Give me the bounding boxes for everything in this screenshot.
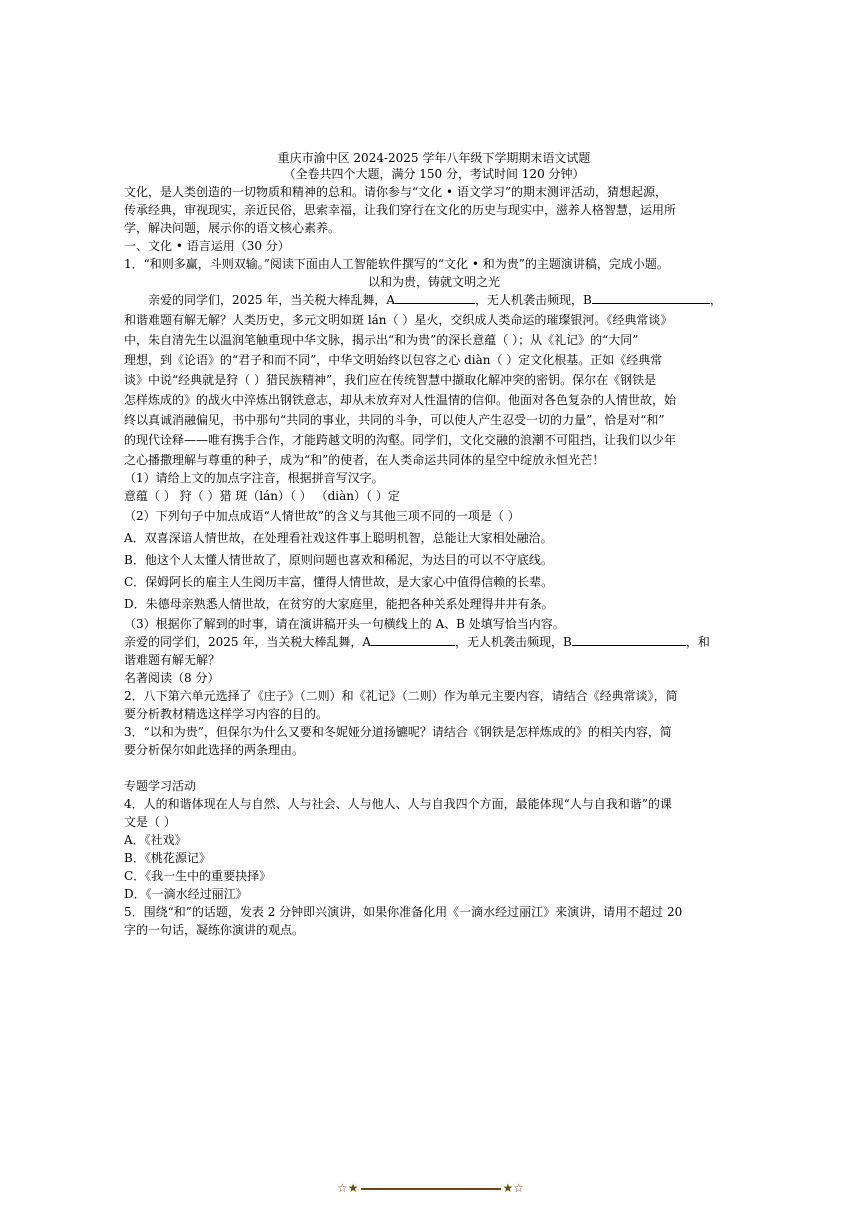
intro-line-1: 文化，是人类创造的一切物质和精神的总和。请你参与“文化 • 语文学习”的期末测评活动，猜想起源， [124,185,667,199]
question-2-line-2: 要分析教材精选这样学习内容的目的。 [124,707,329,721]
speech-line-4: 理想，到《论语》的“君子和而不同”，中华文明始终以包容之心 diàn（ ）定文化根基。正如《经典常 [124,353,663,367]
q4-option-b: B．《桃花源记》 [124,851,211,865]
blank-a[interactable] [395,292,475,304]
question-4-line-1: 4．人的和谐体现在人与自然、人与社会、人与他人、人与自我四个方面，最能体现“人与自我和谐”的课 [124,797,672,811]
speech-line-6: 怎样炼成的》的战火中淬炼出钢铁意志，却从未放弃对人性温情的信仰。他面对各色复杂的人情世故，始 [124,393,677,407]
q4-option-a: A．《社戏》 [124,833,187,847]
blank-b[interactable] [592,292,710,304]
speech-line-1-part-b: ，无人机袭击频现，B [475,293,592,307]
question-3-line-2: 要分析保尔如此选择的两条理由。 [124,743,305,757]
speech-line-8: 的现代诠释——唯有携手合作，才能跨越文明的沟壑。同学们，文化交融的浪潮不可阻挡，让我们以少年 [124,433,677,447]
question-1-3-prompt: （3）根据你了解到的时事，请在演讲稿开头一句横线上的 A、B 处填写恰当内容。 [124,617,565,631]
question-1-2-prompt: （2）下列句子中加点成语“人情世故”的含义与其他三项不同的一项是（ ） [124,509,520,523]
intro-line-2: 传承经典，审视现实，亲近民俗，思索幸福，让我们穿行在文化的历史与现实中，滋养人格智慧，运用所 [124,203,677,217]
question-5-line-1: 5．围绕“和”的话题，发表 2 分钟即兴演讲，如果你准备化用《一滴水经过丽江》来演讲，请用不超过 20 [124,905,683,919]
speech-line-1 [148,292,764,308]
question-3-line-1: 3．“以和为贵”，但保尔为什么又要和冬妮娅分道扬镳呢？请结合《钢铁是怎样炼成的》的相关内容，简 [124,725,672,739]
footer-stars-left: ☆★ [337,1181,359,1195]
speech-line-1-part-c: ， [709,293,722,307]
speech-line-5: 谈》中说“经典就是狩（ ）猎民族精神”，我们应在传统智慧中撷取化解冲突的密钥。保尔在《钢铁是 [124,373,657,387]
q13-part-b: ，无人机袭击频现，B [455,635,572,649]
question-1-3-line-1 [124,634,764,650]
exam-title: 重庆市渝中区 2024-2025 学年八年级下学期期末语文试题 [277,151,591,165]
footer-rule [361,1188,501,1190]
question-4-line-2: 文是（ ） [124,815,176,829]
q13-blank-a[interactable] [371,634,455,646]
option-c: C．保姆阿长的雇主人生阅历丰富，懂得人情世故，是大家心中值得信赖的长辈。 [124,575,554,589]
question-2-line-1: 2．八下第六单元选择了《庄子》（二则）和《礼记》（二则）作为单元主要内容，请结合《经典常谈》，简 [124,689,678,703]
question-1-1-prompt: （1）请给上文的加点字注音，根据拼音写汉字。 [124,471,384,485]
speech-title: 以和为贵，铸就文明之光 [367,275,500,289]
question-5-line-2: 字的一句话，凝练你演讲的观点。 [124,923,305,937]
option-d: D．朱德母亲熟悉人情世故，在贫穷的大家庭里，能把各种关系处理得井井有条。 [124,597,554,611]
section-topic-heading: 专题学习活动 [124,779,197,793]
question-1-3-line-2: 谐难题有解无解？ [124,653,221,667]
question-1-intro: 1．“和则多赢，斗则双输。”阅读下面由人工智能软件撰写的“文化 • 和为贵”的主题演讲稿，完成小题。 [124,257,669,271]
q13-blank-b[interactable] [572,634,686,646]
q4-option-d: D．《一滴水经过丽江》 [124,887,248,901]
section-reading-heading: 名著阅读（8 分） [124,671,220,685]
option-a: A．双喜深谙人情世故，在处理看社戏这件事上聪明机智，总能让大家相处融洽。 [124,531,553,545]
speech-line-7: 终以真诚消融偏见，书中那句“共同的事业，共同的斗争，可以使人产生忍受一切的力量”，恰是对“和” [124,413,665,427]
section-1-heading: 一、文化 • 语言运用（30 分） [124,239,290,253]
speech-line-9: 之心播撒理解与尊重的种子，成为“和”的使者，在人类命运共同体的星空中绽放永恒光芒！ [124,453,605,467]
speech-line-3: 中，朱自清先生以温润笔触重现中华文脉，揭示出“和为贵”的深长意蕴（ ）；从《礼记》的“大同” [124,333,639,347]
q13-part-a: 亲爱的同学们，2025 年，当关税大棒乱舞，A [124,635,372,649]
footer-stars-right: ★☆ [502,1181,525,1195]
option-b: B．他这个人太懂人情世故了，原则问题也喜欢和稀泥，为达目的可以不守底线。 [124,553,553,567]
q13-part-c: ，和 [685,635,710,649]
q4-option-c: C．《我一生中的重要抉择》 [124,869,272,883]
question-1-1-answers: 意蕴（ ） 狩（ ）猎 斑（lán）（ ） （diàn）（ ）定 [124,489,400,503]
intro-line-3: 学，解决问题，展示你的语文核心素养。 [124,221,341,235]
exam-subtitle: （全卷共四个大题，满分 150 分，考试时间 120 分钟） [283,167,585,181]
speech-line-2: 和谐难题有解无解？人类历史，多元文明如斑 lán（ ）星火，交织成人类命运的璀璨银河。《经典常谈》 [124,313,673,327]
page-footer-ornament [337,1181,524,1195]
speech-line-1-part-a: 亲爱的同学们，2025 年，当关税大棒乱舞，A [148,293,396,307]
